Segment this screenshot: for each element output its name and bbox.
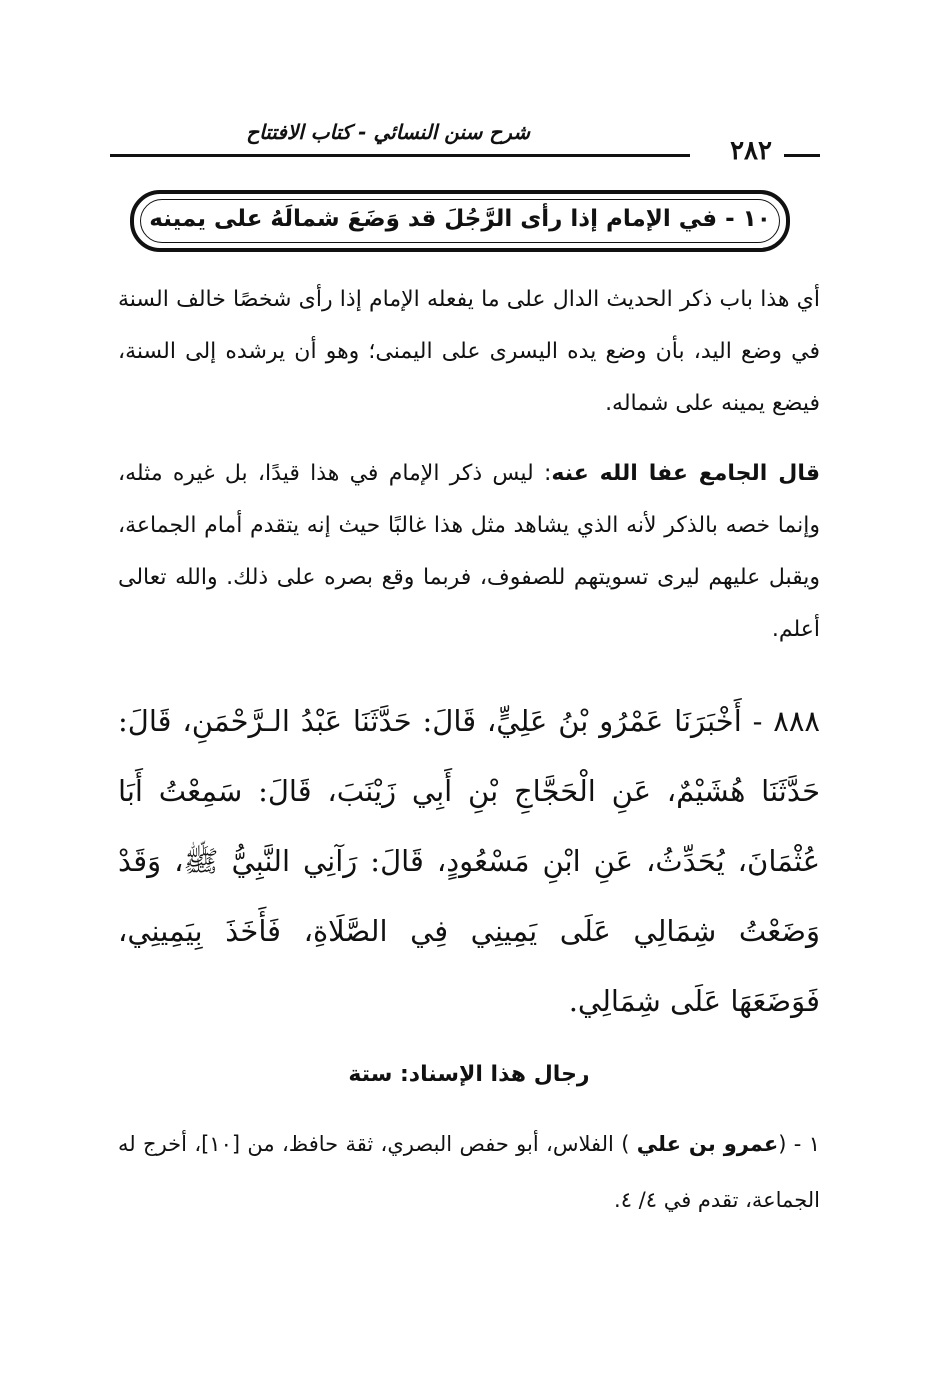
author-note-text: : ليس ذكر الإمام في هذا قيدًا، بل غيره مثله، وإنما خصه بالذكر لأنه الذي يشاهد مثل هذا غالبًا حيث إنه يتقدم أمام الجماعة، ويقبل عليهم ليرى تسويتهم للصفوف، فربما وقع بصره على ذلك. والله تعالى أعلم. xyxy=(118,461,820,642)
chapter-title: ١٠ - في الإمام إذا رأى الرَّجُلَ قد وَضَعَ شمالَهُ على يمينه xyxy=(149,206,771,232)
narrator-name: عمرو بن علي xyxy=(636,1132,779,1156)
hadith-text xyxy=(118,686,820,1036)
commentary-paragraph-2 xyxy=(118,448,820,656)
page-number-rule xyxy=(784,154,820,157)
page-number: ٢٨٢ xyxy=(730,136,772,166)
running-header xyxy=(110,120,820,166)
hadith-body: - أَخْبَرَنَا عَمْرُو بْنُ عَلِيٍّ، قَالَ: حَدَّثَنَا عَبْدُ الـرَّحْمَنِ، قَالَ: حَدَّثَنَا هُشَيْمٌ، عَنِ الْحَجَّاجِ بْنِ أَبِي زَيْنَبَ، قَالَ: سَمِعْتُ أَبَا عُثْمَانَ، يُحَدِّثُ، عَنِ ابْنِ مَسْعُودٍ، قَالَ: رَآنِي النَّبِيُّ ﷺ، وَقَدْ وَضَعْتُ شِمَالِي عَلَى يَمِينِي فِي الصَّلَاةِ، فَأَخَذَ بِيَمِينِي، فَوَضَعَهَا عَلَى شِمَالِي. xyxy=(118,704,820,1018)
commentary-paragraph-1: أي هذا باب ذكر الحديث الدال على ما يفعله الإمام إذا رأى شخصًا خالف السنة في وضع اليد، بأن وضع يده اليسرى على اليمنى؛ وهو أن يرشده إلى السنة، فيضع يمينه على شماله. xyxy=(118,287,820,416)
chapter-heading-box xyxy=(130,190,790,252)
isnad-heading: رجال هذا الإسناد: ستة xyxy=(348,1062,590,1087)
running-header-title: شرح سنن النسائي - كتاب الافتتاح xyxy=(246,120,530,144)
header-rule xyxy=(110,154,690,157)
narrator-prefix: ١ - ( xyxy=(778,1132,820,1156)
narrator-details: ) الفلاس، أبو حفص البصري، ثقة حافظ، من [١٠]، أخرج له الجماعة، تقدم في ٤/ ٤. xyxy=(118,1132,820,1212)
narrator-entry xyxy=(118,1116,820,1228)
author-note-lead: قال الجامع عفا الله عنه xyxy=(551,461,820,486)
hadith-number: ٨٨٨ xyxy=(773,704,821,738)
